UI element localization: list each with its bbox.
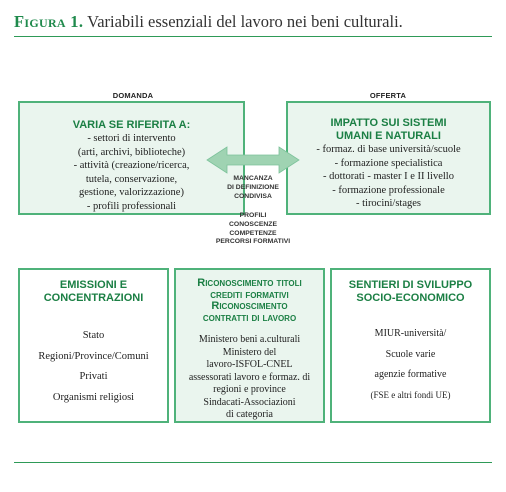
emissions-item: Regioni/Province/Comuni xyxy=(38,350,149,362)
emissions-box xyxy=(18,268,169,423)
gap-note xyxy=(212,175,294,201)
figure-title xyxy=(14,12,403,32)
demand-line: (arti, archivi, biblioteche) xyxy=(77,146,186,158)
double-arrow-icon xyxy=(205,145,301,175)
demand-line: - profili professionali xyxy=(86,200,177,212)
gap-line: MANCANZA xyxy=(233,175,273,182)
development-line: Scuole varie xyxy=(385,348,436,360)
figure-label: Figura 1. xyxy=(14,12,84,31)
demand-line: - attività (creazione/ricerca, xyxy=(73,160,190,172)
profile-line: PROFILI xyxy=(239,212,267,219)
profile-line: CONOSCENZE xyxy=(229,220,277,228)
recognition-line: Ministero beni a.culturali xyxy=(198,334,301,345)
profiles-note xyxy=(208,212,298,247)
emissions-title-2: CONCENTRAZIONI xyxy=(43,292,144,305)
profile-line: PERCORSI FORMATIVI xyxy=(215,238,291,246)
gap-line: CONDIVISA xyxy=(234,192,272,200)
demand-header: DOMANDA xyxy=(112,91,154,100)
supply-title-1: IMPATTO SUI SISTEMI xyxy=(330,117,447,129)
profile-line: COMPETENZE xyxy=(229,229,277,237)
demand-title: VARIA SE RIFERITA A: xyxy=(72,119,191,131)
figure-caption: Variabili essenziali del lavoro nei beni culturali. xyxy=(87,12,403,31)
recognition-line: regioni e province xyxy=(213,384,286,395)
emissions-item: Stato xyxy=(82,330,105,342)
recognition-title-4: contratti di lavoro xyxy=(202,311,297,324)
development-title-1: SENTIERI DI SVILUPPO xyxy=(348,279,473,291)
recognition-title-2: crediti formativi xyxy=(210,288,289,301)
emissions-item: Organismi religiosi xyxy=(52,391,135,403)
bottom-rule xyxy=(14,462,492,463)
recognition-line: Ministero del xyxy=(222,346,277,358)
emissions-item: Privati xyxy=(79,371,108,383)
supply-line: - tirocini/stages xyxy=(355,198,422,210)
demand-line: tutela, conservazione, xyxy=(85,173,178,185)
demand-line: - settori di intervento xyxy=(87,133,176,145)
development-box xyxy=(330,268,491,423)
recognition-title-1: Riconoscimento titoli xyxy=(197,277,302,289)
development-line: MIUR-università/ xyxy=(374,328,447,340)
demand-line: gestione, valorizzazione) xyxy=(79,187,184,199)
development-line: agenzie formative xyxy=(374,369,447,381)
recognition-box xyxy=(174,268,325,423)
recognition-title-3: Riconoscimento xyxy=(211,300,288,312)
gap-line: DI DEFINIZIONE xyxy=(227,183,279,191)
supply-line: - dottorati - master I e II livello xyxy=(323,171,454,183)
supply-header: OFFERTA xyxy=(369,91,407,100)
recognition-line: Sindacati-Associazioni xyxy=(203,396,296,408)
recognition-line: lavoro-ISFOL-CNEL xyxy=(206,359,293,370)
supply-line: - formaz. di base università/scuole xyxy=(316,144,461,156)
development-title-2: SOCIO-ECONOMICO xyxy=(356,292,465,305)
emissions-title-1: EMISSIONI E xyxy=(59,279,128,291)
recognition-line: assessorati lavoro e formaz. di xyxy=(188,371,311,383)
recognition-line: di categoria xyxy=(226,409,273,420)
supply-title-2: UMANI E NATURALI xyxy=(336,130,441,143)
supply-box xyxy=(286,101,491,215)
top-rule xyxy=(14,36,492,37)
supply-line: - formazione professionale xyxy=(332,184,445,196)
development-line: (FSE e altri fondi UE) xyxy=(370,389,451,400)
supply-line: - formazione specialistica xyxy=(334,157,443,169)
